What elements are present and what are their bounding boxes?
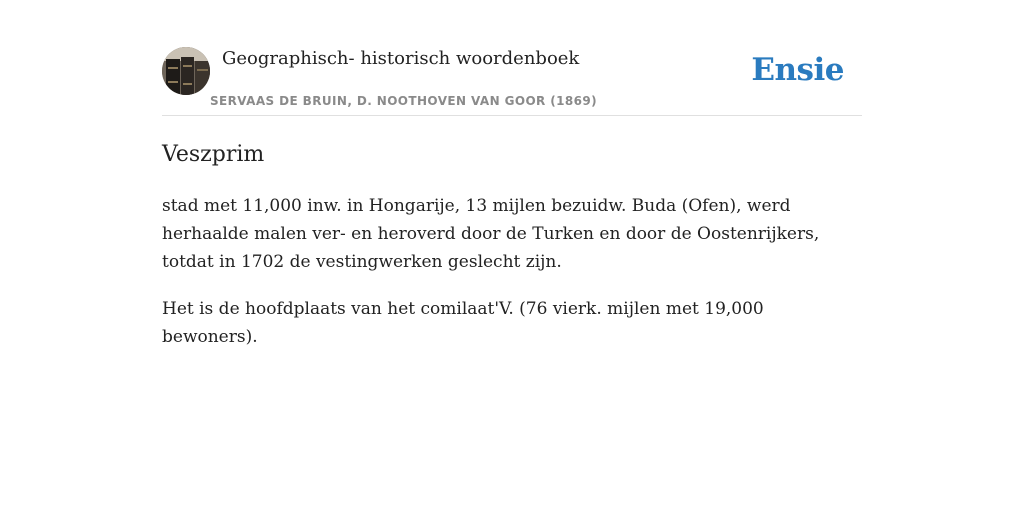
entry-body — [162, 192, 862, 370]
dictionary-header — [162, 0, 862, 116]
entry-paragraph: Het is de hoofdplaats van het comilaat'V. (76 vierk. mijlen met 19,000 bewoners). — [162, 299, 764, 347]
book-spines-photo-icon — [162, 47, 210, 95]
book-title[interactable]: Geographisch- historisch woordenboek — [222, 48, 580, 69]
page — [162, 0, 862, 512]
book-author: SERVAAS DE BRUIN, D. NOOTHOVEN VAN GOOR (1869) — [210, 94, 598, 108]
entry-paragraph: stad met 11,000 inw. in Hongarije, 13 mijlen bezuidw. Buda (Ofen), werd herhaalde malen ver- en heroverd door de Turken en door de Oostenrijkers, totdat in 1702 de vestingwerken geslecht zijn. — [162, 196, 820, 272]
brand-logo[interactable]: Ensie — [751, 52, 844, 88]
entry-title: Veszprim — [162, 142, 265, 167]
book-avatar[interactable] — [162, 47, 210, 95]
